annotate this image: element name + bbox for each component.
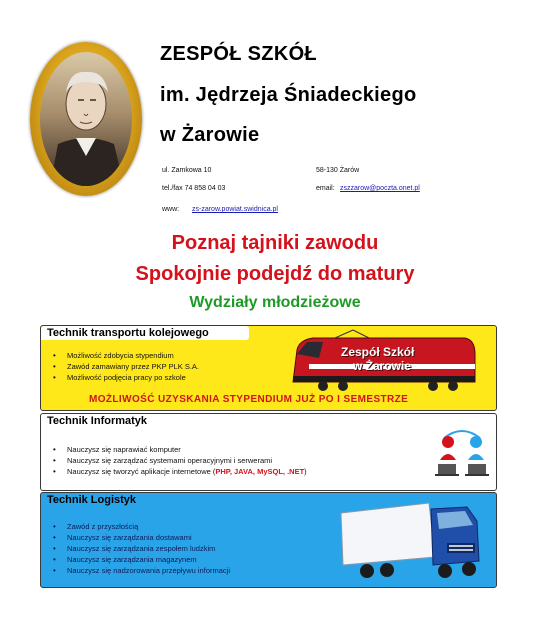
list-item: • Możliwość zdobycia stypendium xyxy=(41,350,199,361)
portrait-drawing xyxy=(40,52,132,186)
list-item: • Możliwość podjęcia pracy po szkole xyxy=(41,372,199,383)
slogan-departments: Wydziały młodzieżowe xyxy=(189,294,361,311)
list-item: • Nauczysz się nadzorowania przepływu informacji xyxy=(41,565,230,576)
contact-www-label: www: xyxy=(162,206,180,213)
section-it-title: Technik Informatyk xyxy=(41,414,203,428)
school-name-line3: w Żarowie xyxy=(160,124,260,146)
section-logistics xyxy=(40,492,497,588)
section-rail-transport xyxy=(40,325,497,411)
list-item: • Nauczysz się zarządzać systemami operacyjnymi i serwerami xyxy=(41,455,307,466)
list-item: • Nauczysz się zarządzania magazynem xyxy=(41,554,230,565)
section-logistics-title: Technik Logistyk xyxy=(41,493,203,507)
train-text-school: Zespół Szkół xyxy=(341,345,415,359)
portrait-image xyxy=(40,52,132,186)
section-rail-title: Technik transportu kolejowego xyxy=(41,326,249,340)
list-item: • Zawód z przyszłością xyxy=(41,521,230,532)
contact-phone: tel./fax 74 858 04 03 xyxy=(162,185,226,192)
list-item: • Nauczysz się zarządzania zespołem ludzkim xyxy=(41,543,230,554)
school-name-line1: ZESPÓŁ SZKÓŁ xyxy=(160,43,317,65)
it-skills-list xyxy=(41,444,307,477)
list-item: • Zawód zamawiany przez PKP PLK S.A. xyxy=(41,361,199,372)
logistics-skills-list xyxy=(41,521,230,576)
network-users-icon xyxy=(434,420,490,484)
section-it-technician xyxy=(40,413,497,491)
scholarship-banner: MOŻLIWOŚĆ UZYSKANIA STYPENDIUM JUŻ PO I SEMESTRZE xyxy=(89,394,409,405)
train-text-town: w Żarowie xyxy=(353,359,412,373)
list-item: • Nauczysz się zarządzania dostawami xyxy=(41,532,230,543)
slogan-matura: Spokojnie podejdź do matury xyxy=(135,263,415,285)
list-item xyxy=(41,466,307,477)
it-item-suffix: ) xyxy=(304,467,307,476)
school-name-line2: im. Jędrzeja Śniadeckiego xyxy=(160,84,417,106)
truck-illustration xyxy=(337,499,487,585)
it-item-prefix: Nauczysz się tworzyć aplikacje internetowe ( xyxy=(67,467,216,476)
contact-email-label: email: xyxy=(316,185,335,192)
it-technologies: PHP, JAVA, MySQL, .NET xyxy=(215,467,305,476)
contact-street: ul. Zamkowa 10 xyxy=(162,167,212,174)
contact-email-link[interactable]: zszzarow@poczta.onet.pl xyxy=(340,185,420,192)
list-item: • Nauczysz się naprawiać komputer xyxy=(41,444,307,455)
contact-postcode: 58-130 Żarów xyxy=(316,167,360,174)
slogan-learn-profession: Poznaj tajniki zawodu xyxy=(171,232,379,254)
contact-www-link[interactable]: zs-zarow.powiat.swidnica.pl xyxy=(192,206,278,213)
rail-benefits-list xyxy=(41,350,199,383)
